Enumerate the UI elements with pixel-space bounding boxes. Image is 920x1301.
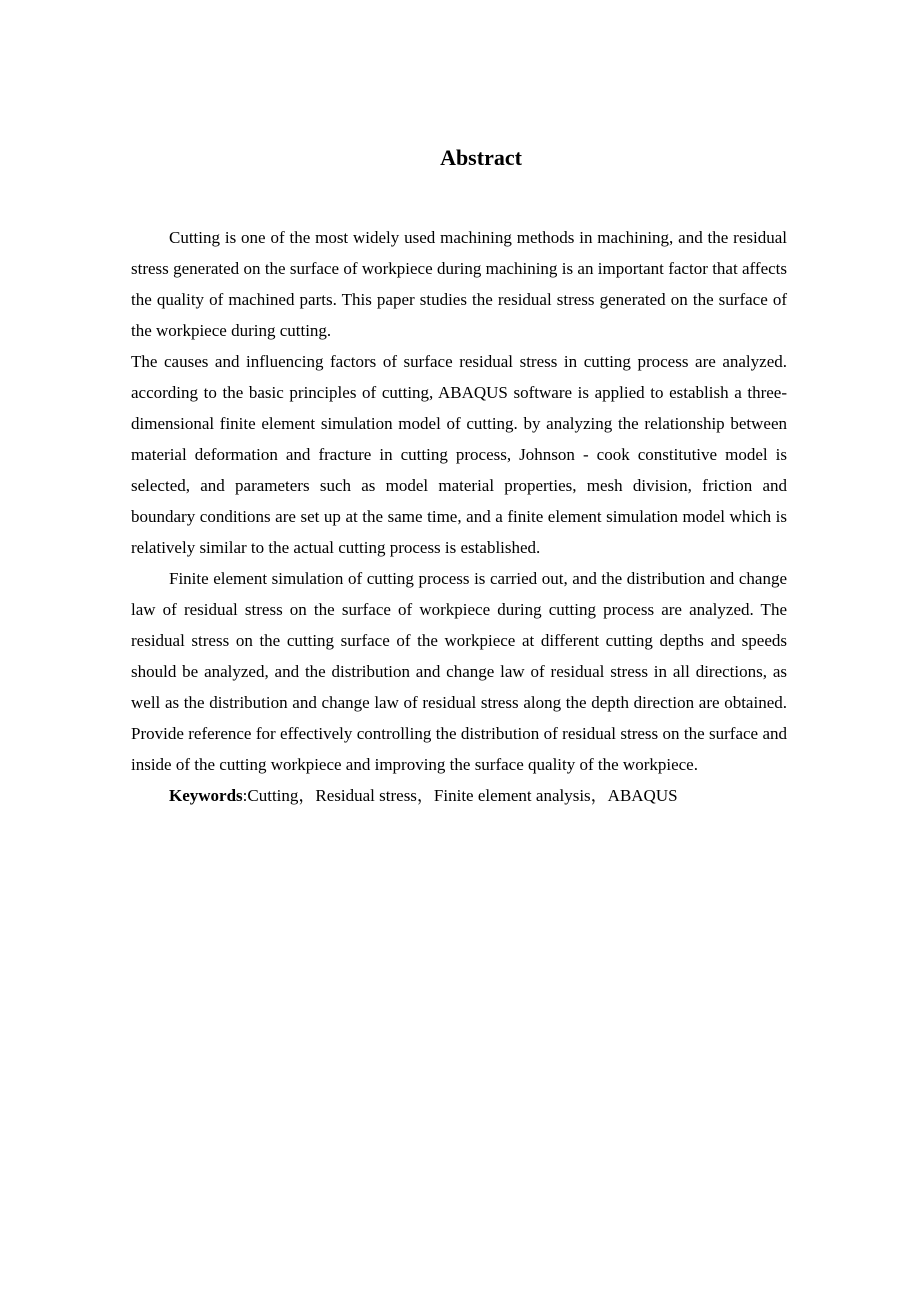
abstract-paragraph-1: Cutting is one of the most widely used machining methods in machining, and the residual stress generated on the surface of workpiece during machining is an important factor that affects the quality of machined parts. This paper studies the residual stress generated on the surface of the workpiece during cutting. [131, 228, 787, 340]
keywords-line [131, 780, 787, 811]
abstract-paragraph-2: The causes and influencing factors of surface residual stress in cutting process are analyzed. according to the basic principles of cutting, ABAQUS software is applied to establish a three-dimensional finite element simulation model of cutting. by analyzing the relationship between material deformation and fracture in cutting process, Johnson - cook constitutive model is selected, and parameters such as model material properties, mesh division, friction and boundary conditions are set up at the same time, and a finite element simulation model which is relatively similar to the actual cutting process is established. [131, 352, 787, 557]
abstract-title: Abstract [440, 145, 522, 170]
abstract-paragraph-3: Finite element simulation of cutting process is carried out, and the distribution and change law of residual stress on the surface of workpiece during cutting process are analyzed. The residual stress on the cutting surface of the workpiece at different cutting depths and speeds should be analyzed, and the distribution and change law of residual stress in all directions, as well as the distribution and change law of residual stress along the depth direction are obtained. Provide reference for effectively controlling the distribution of residual stress on the surface and inside of the cutting workpiece and improving the surface quality of the workpiece. [131, 569, 787, 774]
keywords-label: Keywords [169, 786, 243, 805]
abstract-body [131, 222, 787, 811]
keywords-text: :Cutting，Residual stress，Finite element analysis，ABAQUS [242, 786, 678, 805]
